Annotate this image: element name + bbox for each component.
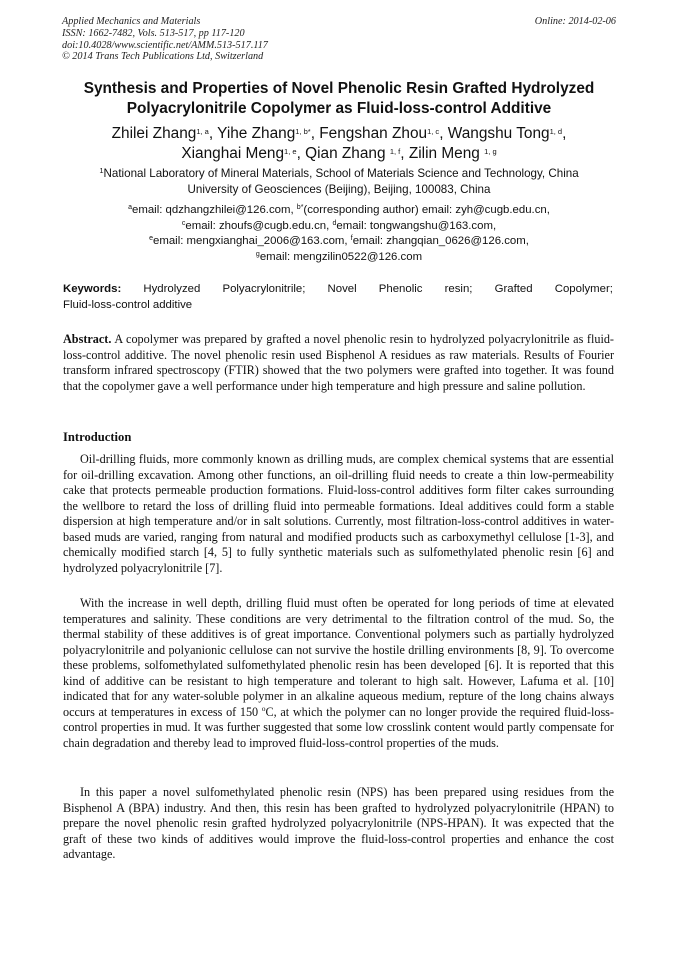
- affiliation: [40, 166, 638, 198]
- email-mark: c: [181, 219, 186, 227]
- author-sep: ,: [562, 125, 567, 142]
- keywords: [63, 282, 613, 313]
- author-sep: ,: [296, 145, 306, 162]
- email-line: [40, 250, 638, 266]
- author-line-1: [40, 124, 638, 144]
- title-line-2: Polyacrylonitrile Copolymer as Fluid-loss-control Additive: [126, 100, 552, 117]
- intro-paragraph-3: In this paper a novel sulfomethylated phenolic resin (NPS) has been prepared using residues from the Bisphenol A (BPA) industry. And then, this resin has been grafted to hydrolyzed polyacrylonitrile (HPAN) to prepare the novel phenolic resin grafted hydrolyzed polyacrylonitrile (NPS-HPAN). It was expected that the graft of these two kinds of additives would improve the fluid-loss-control properties and enhance the cost advantage.: [63, 785, 614, 861]
- author-affil-mark: 1, f: [389, 146, 401, 156]
- email-mark: f: [350, 235, 353, 243]
- email-text: email: tongwangshu@163.com,: [336, 219, 497, 232]
- abstract: [63, 332, 614, 394]
- email-block: [40, 203, 638, 265]
- author-name: Fengshan Zhou: [319, 125, 428, 142]
- keywords-line-1: [63, 282, 613, 298]
- section-heading-introduction: Introduction: [63, 430, 132, 444]
- online-date: Online: 2014-02-06: [534, 16, 616, 27]
- abstract-label: Abstract.: [63, 332, 112, 346]
- paper-title: [40, 79, 638, 119]
- copyright-line: © 2014 Trans Tech Publications Ltd, Switzerland: [62, 51, 264, 63]
- email-line: [40, 234, 638, 250]
- email-text: email: zhoufs@cugb.edu.cn,: [185, 219, 333, 232]
- affiliation-line-1: [40, 166, 638, 182]
- issn-line: ISSN: 1662-7482, Vols. 513-517, pp 117-120: [62, 27, 245, 39]
- affiliation-text: National Laboratory of Mineral Materials, School of Materials Science and Technology, China: [103, 167, 579, 180]
- author-list: [40, 124, 638, 164]
- email-text: email: mengzilin0522@126.com: [259, 250, 423, 263]
- email-text: email: mengxianghai_2006@163.com,: [153, 235, 351, 248]
- degree-mark: o: [261, 704, 266, 714]
- email-mark: e: [149, 235, 153, 243]
- author-name: Wangshu Tong: [447, 125, 550, 142]
- email-text: email: zhangqian_0626@126.com,: [352, 235, 529, 248]
- keyword-word: Novel: [327, 283, 357, 295]
- intro-paragraph-1: Oil-drilling fluids, more commonly known as drilling muds, are complex chemical systems that are essential for oil-drilling excavation. Among other functions, an oil-drilling fluid needs to create a thin low-permeability cake that protects permeable production formations. Fluid-loss-control additives form filter cakes surrounding the wellbore to retard the loss of drilling fluid into permeable formations. Ideal additives could form a stable dispersion at high temperature and/or in salt solutions. Currently, most filtration-loss-control additives in water-based muds are varied, ranging from natural and modified products such as carboxymethyl cellulose [1-3], and chemically modified starch [4, 5] to fully synthetic materials such as sulfomethylated phenolic resin [6] and hydrolyzed polyacrylonitrile [7].: [63, 452, 614, 575]
- keyword-word: Grafted: [494, 283, 533, 295]
- keyword-word: resin;: [444, 283, 473, 295]
- affiliation-line-2: University of Geosciences (Beijing), Beijing, 100083, China: [187, 183, 491, 196]
- title-line-1: Synthesis and Properties of Novel Phenolic Resin Grafted Hydrolyzed: [83, 80, 595, 97]
- affiliation-mark: 1: [99, 165, 104, 175]
- keywords-line-2: Fluid-loss-control additive: [63, 298, 193, 311]
- author-affil-mark: 1, c: [427, 126, 440, 136]
- journal-name: Applied Mechanics and Materials: [62, 16, 201, 27]
- email-mark: b*: [296, 204, 304, 212]
- journal-header: [62, 16, 616, 63]
- email-line: [40, 219, 638, 235]
- author-sep: ,: [310, 125, 320, 142]
- author-affil-mark: 1, g: [484, 146, 497, 156]
- author-name: Zilin Meng: [408, 145, 485, 162]
- email-mark: d: [332, 219, 337, 227]
- email-text: (corresponding author) email: zyh@cugb.edu.cn,: [303, 204, 550, 216]
- author-affil-mark: 1, a: [196, 126, 209, 136]
- author-name: Xianghai Meng: [181, 145, 285, 162]
- intro-paragraph-2: [63, 596, 614, 751]
- keyword-word: Polyacrylonitrile;: [222, 283, 306, 295]
- author-affil-mark: 1, d: [549, 126, 563, 136]
- keyword-word: Phenolic: [378, 283, 423, 295]
- author-sep: ,: [400, 145, 409, 162]
- email-mark: g: [255, 250, 260, 258]
- author-name: Yihe Zhang: [217, 125, 296, 142]
- author-affil-mark: 1, b*: [295, 126, 311, 136]
- author-sep: ,: [208, 125, 218, 142]
- intro-p2-text-b: C, at which the polymer can no longer provide the required fluid-loss-control properties in mud. It was further suggested that some low crosslink content would partly compensate for chain degradation and thereby lead to improved fluid-loss-control properties of the muds.: [63, 704, 614, 750]
- keyword-word: Copolymer;: [554, 283, 613, 295]
- email-line: [40, 203, 638, 219]
- author-sep: ,: [439, 125, 448, 142]
- abstract-text: A copolymer was prepared by grafted a novel phenolic resin to hydrolyzed polyacrylonitrile as fluid-loss-control additive. The novel phenolic resin used Bisphenol A residues as raw materials. Results of Fourier transform infrared spectroscopy (FTIR) showed that the two polymers were grafted into together. It was found that the copolymer gave a well performance under high temperature and high pressure and saline pollution.: [63, 332, 614, 393]
- intro-p2-text-a: With the increase in well depth, drilling fluid must often be operated for long periods of time at elevated temperatures and salinity. These conditions are very detrimental to the filtration control of the mud. So, the thermal stability of these additives is of great importance. Conventional polymers such as partially hydrolyzed polyacrylonitrile and polyanionic cellulose can not survive the hostile drilling environments [8, 9]. To overcome these problems, solfomethylated sulfomethylated phenolic resin has been developed [6]. It is reported that this kind of additive can be resistant to high temperature and tolerant to high salt. However, Lafuma et al. [10] indicated that for any water-soluble polymer in an alkaline aqueous medium, repture of the long chains always occurs at temperatures in excess of 150: [63, 596, 614, 719]
- doi-line: doi:10.4028/www.scientific.net/AMM.513-517.117: [62, 39, 268, 51]
- keyword-word: Hydrolyzed: [143, 283, 201, 295]
- author-affil-mark: 1, e: [284, 146, 297, 156]
- author-line-2: [40, 144, 638, 164]
- keywords-label: Keywords:: [63, 283, 122, 295]
- author-name: Zhilei Zhang: [111, 125, 197, 142]
- email-text: email: qdzhangzhilei@126.com,: [132, 204, 297, 216]
- email-mark: a: [128, 204, 132, 212]
- author-name: Qian Zhang: [305, 145, 390, 162]
